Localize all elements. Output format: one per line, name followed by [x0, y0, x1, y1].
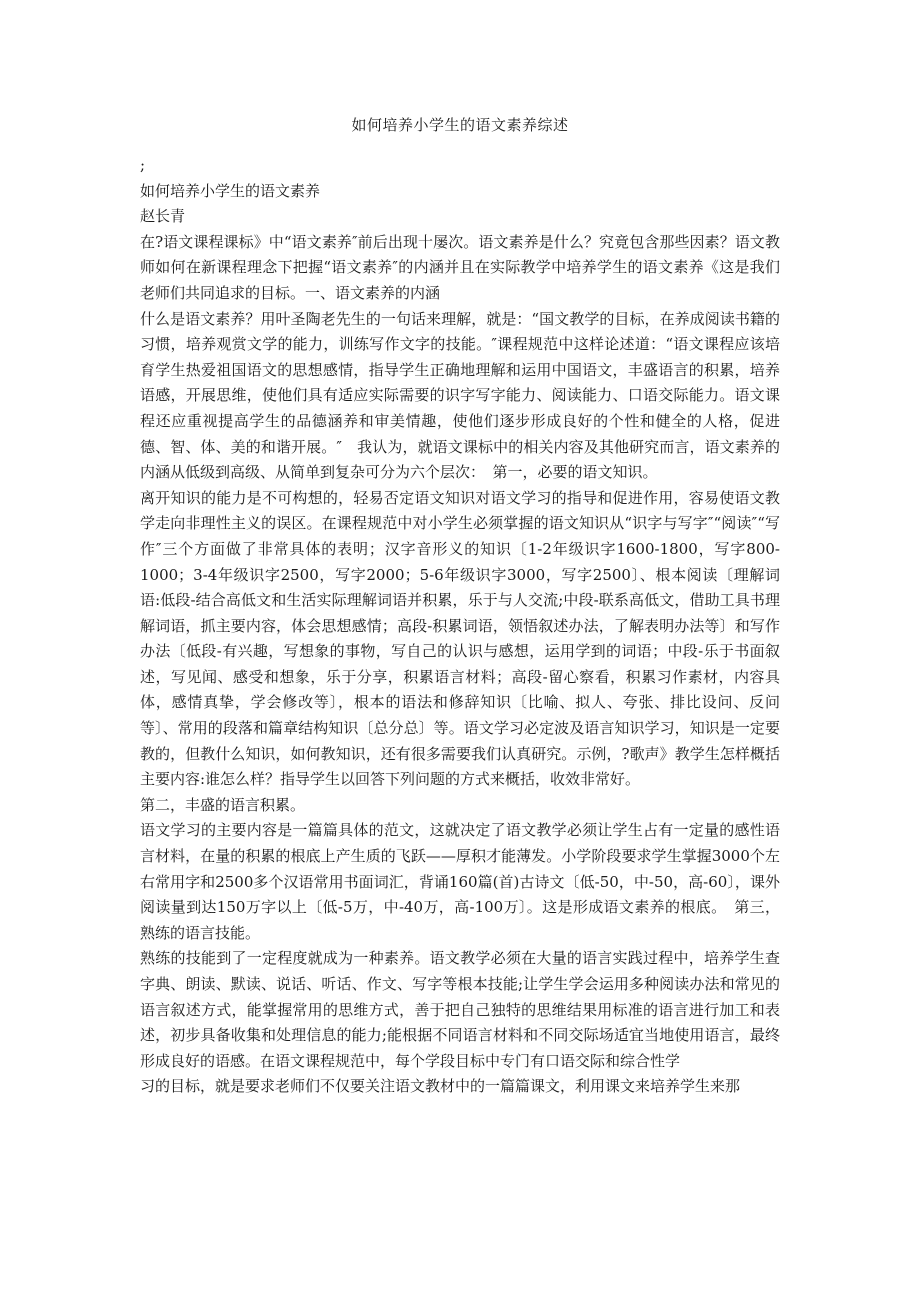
section-heading: 第二，丰盛的语言积累。 — [140, 795, 306, 814]
article-heading: 如何培养小学生的语文素养 — [140, 181, 321, 200]
paragraph: 习的目标，就是要求老师们不仅要关注语文教材中的一篇篇课文，利用课文来培养学生来那 — [140, 1077, 741, 1096]
document-body — [140, 153, 780, 1100]
paragraph: 语文学习的主要内容是一篇篇具体的范文，这就决定了语文教学必须让学生占有一定量的感性语言材料，在量的积累的根底上产生质的飞跃——厚积才能薄发。小学阶段要求学生掌握3000个左右常用字和2500多个汉语常用书面词汇，背诵160篇(首)古诗文〔低-50，中-50，高-60〕，课外阅读量到达150万字以上〔低-5万，中-40万，高-100万〕。这是形成语文素养的根底。 第三，熟练的语言技能。 — [140, 821, 780, 942]
paragraph: 熟练的技能到了一定程度就成为一种素养。语文教学必须在大量的语言实践过程中，培养学生查字典、朗读、默读、说话、听话、作文、写字等根本技能;让学生学会运用多种阅读办法和常见的语言叙述方式，能掌握常用的思维方式，善于把自己独特的思维结果用标准的语言进行加工和表述，初步具备收集和处理信息的能力;能根据不同语言材料和不同交际场适宜当地使用语言，最终形成良好的语感。在语文课程规范中，每个学段目标中专门有口语交际和综合性学 — [140, 949, 780, 1070]
separator-line: ; — [140, 156, 146, 174]
author-name: 赵长青 — [140, 207, 186, 226]
paragraph: 什么是语文素养？用叶圣陶老先生的一句话来理解，就是：“国文教学的目标，在养成阅读书籍的习惯，培养观赏文学的能力，训练写作文字的技能。″课程规范中这样论述道：“语文课程应该培育学生热爱祖国语文的思想感情，指导学生正确地理解和运用中国语文，丰盛语言的积累，培养语感，开展思维，使他们具有适应实际需要的识字写字能力、阅读能力、口语交际能力。语文课程还应重视提高学生的品德涵养和审美情趣，使他们逐步形成良好的个性和健全的人格，促进德、智、体、美的和谐开展。″ 我认为，就语文课标中的相关内容及其他研究而言，语文素养的内涵从低级到高级、从简单到复杂可分为六个层次： 第一，必要的语文知识。 — [140, 309, 780, 482]
paragraph: 离开知识的能力是不可构想的，轻易否定语文知识对语文学习的指导和促进作用，容易使语文教学走向非理性主义的误区。在课程规范中对小学生必须掌握的语文知识从“识字与写字″“阅读″“写作″三个方面做了非常具体的表明；汉字音形义的知识〔1-2年级识字1600-1800，写字800-1000；3-4年级识字2500，写字2000；5-6年级识字3000，写字2500〕、根本阅读〔理解词语:低段-结合高低文和生活实际理解词语并积累，乐于与人交流;中段-联系高低文，借助工具书理解词语，抓主要内容，体会思想感情；高段-积累词语，领悟叙述办法，了解表明办法等〕和写作办法〔低段-有兴趣，写想象的事物，写自己的认识与感想，运用学到的词语；中段-乐于书面叙述，写见闻、感受和想象，乐于分享，积累语言材料；高段-留心察看，积累习作素材，内容具体，感情真挚，学会修改等〕，根本的语法和修辞知识〔比喻、拟人、夸张、排比设问、反问等〕、常用的段落和篇章结构知识〔总分总〕等。语文学习必定波及语言知识学习，知识是一定要教的，但教什么知识，如何教知识，还有很多需要我们认真研究。示例，?歌声》教学生怎样概括主要内容:谁怎么样？指导学生以回答下列问题的方式来概括，收效非常好。 — [140, 488, 780, 789]
document-title: 如何培养小学生的语文素养综述 — [351, 116, 569, 134]
paragraph: 在?语文课程课标》中“语文素养″前后出现十屡次。语文素养是什么？究竟包含那些因素？语文教师如何在新课程理念下把握“语文素养″的内涵并且在实际教学中培养学生的语文素养《这是我们老师们共同追求的目标。一、语文素养的内涵 — [140, 232, 780, 302]
